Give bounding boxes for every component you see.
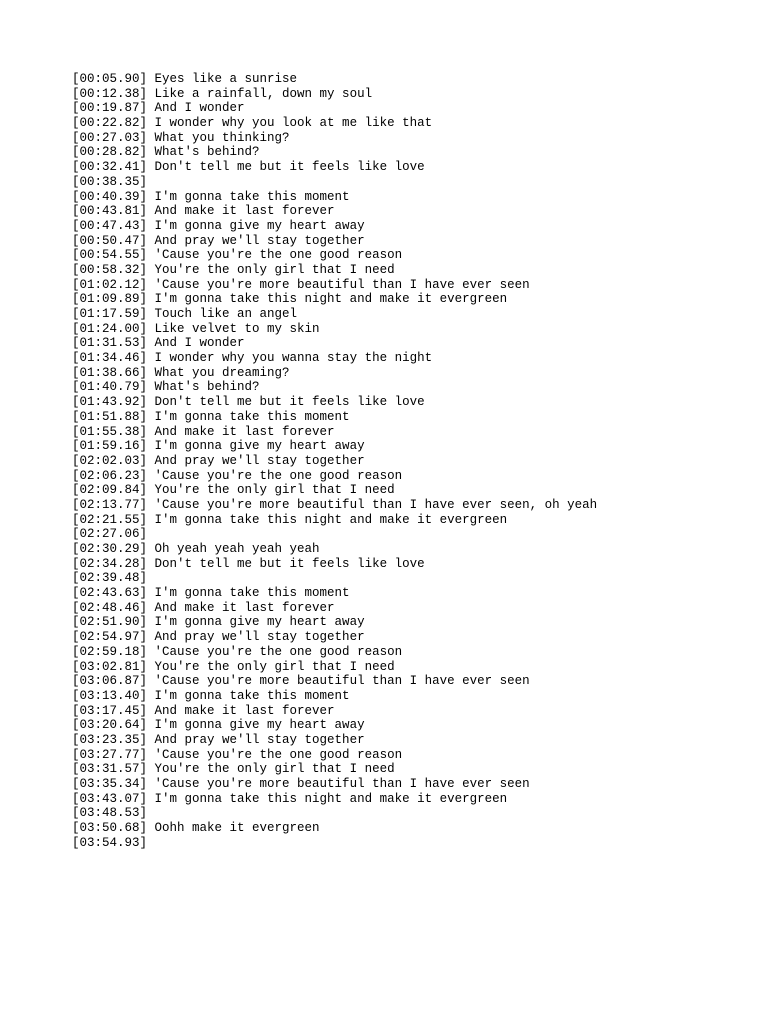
lyric-timestamp: [01:17.59]	[72, 307, 148, 321]
lyric-timestamp: [01:34.46]	[72, 351, 148, 366]
lyric-timestamp: [02:27.06]	[72, 527, 148, 542]
lyric-line	[72, 513, 752, 528]
lyric-timestamp: [03:20.64]	[72, 718, 148, 733]
lyric-timestamp: [03:17.45]	[72, 703, 148, 718]
lyric-line	[72, 336, 752, 351]
lyric-line	[72, 454, 752, 469]
lyric-timestamp: [03:06.87]	[72, 674, 148, 689]
lyric-timestamp: [01:59.16]	[72, 439, 148, 454]
lyric-text: And pray we'll stay together	[154, 732, 365, 747]
lyric-line	[72, 836, 752, 851]
lyric-line	[72, 307, 752, 322]
lyric-line	[72, 821, 752, 836]
lyric-timestamp: [03:23.35]	[72, 732, 148, 747]
lyric-line	[72, 571, 752, 586]
lyric-timestamp: [02:09.84]	[72, 483, 148, 498]
lyric-timestamp: [00:32.41]	[72, 160, 148, 175]
lyrics-document	[72, 72, 752, 850]
lyric-text: I'm gonna take this moment	[154, 688, 350, 703]
lyric-text: 'Cause you're more beautiful than I have ever seen	[154, 777, 530, 791]
lyric-timestamp: [02:06.23]	[72, 468, 148, 483]
lyric-timestamp: [03:02.81]	[72, 659, 148, 674]
lyric-text: I'm gonna take this moment	[154, 189, 350, 204]
lyric-line	[72, 557, 752, 572]
lyric-timestamp: [03:54.93]	[72, 835, 148, 850]
lyric-line	[72, 748, 752, 763]
lyric-line	[72, 145, 752, 160]
lyric-text: I'm gonna take this moment	[154, 586, 350, 601]
lyric-timestamp: [02:34.28]	[72, 556, 148, 571]
lyric-line	[72, 689, 752, 704]
lyric-text: And pray we'll stay together	[154, 453, 365, 468]
lyric-line	[72, 777, 752, 792]
lyric-line	[72, 704, 752, 719]
lyric-text: 'Cause you're more beautiful than I have ever seen	[154, 277, 530, 292]
lyric-line	[72, 116, 752, 131]
lyric-timestamp: [03:35.34]	[72, 777, 148, 791]
lyric-text: And make it last forever	[154, 600, 335, 615]
lyric-text: What's behind?	[154, 380, 260, 395]
lyric-line	[72, 792, 752, 807]
lyric-text: Touch like an angel	[154, 307, 298, 321]
lyric-text: I'm gonna take this night and make it evergreen	[154, 512, 508, 527]
lyric-line	[72, 762, 752, 777]
lyric-text: Don't tell me but it feels like love	[154, 395, 425, 410]
lyric-text: 'Cause you're the one good reason	[154, 468, 403, 483]
lyric-text: I wonder why you wanna stay the night	[154, 351, 433, 366]
lyric-line	[72, 204, 752, 219]
lyric-text: 'Cause you're the one good reason	[154, 644, 403, 659]
lyric-line	[72, 87, 752, 102]
lyric-timestamp: [03:50.68]	[72, 821, 148, 836]
lyric-line	[72, 718, 752, 733]
lyric-timestamp: [00:47.43]	[72, 218, 148, 233]
lyric-line	[72, 395, 752, 410]
lyric-line	[72, 101, 752, 116]
lyric-text: I'm gonna give my heart away	[154, 615, 365, 630]
lyric-line	[72, 380, 752, 395]
lyric-timestamp: [01:40.79]	[72, 380, 148, 395]
lyric-timestamp: [00:38.35]	[72, 174, 148, 189]
lyric-timestamp: [00:40.39]	[72, 189, 148, 204]
lyric-timestamp: [02:13.77]	[72, 497, 148, 512]
lyric-text: And I wonder	[154, 336, 245, 351]
lyric-timestamp: [02:43.63]	[72, 586, 148, 601]
lyric-text: And I wonder	[154, 101, 245, 116]
lyric-line	[72, 615, 752, 630]
lyric-line	[72, 410, 752, 425]
lyric-timestamp: [02:51.90]	[72, 615, 148, 630]
lyric-timestamp: [00:50.47]	[72, 233, 148, 248]
lyric-timestamp: [00:27.03]	[72, 130, 148, 145]
lyric-text: I'm gonna give my heart away	[154, 218, 365, 233]
lyric-timestamp: [00:28.82]	[72, 145, 148, 160]
lyric-timestamp: [02:02.03]	[72, 453, 148, 468]
lyric-text: 'Cause you're the one good reason	[154, 248, 403, 263]
lyric-line	[72, 660, 752, 675]
lyric-timestamp: [02:54.97]	[72, 630, 148, 645]
lyric-timestamp: [01:51.88]	[72, 409, 148, 424]
lyric-line	[72, 263, 752, 278]
lyric-text: You're the only girl that I need	[154, 762, 395, 777]
lyric-text: Don't tell me but it feels like love	[154, 160, 425, 175]
lyric-text: And pray we'll stay together	[154, 630, 365, 645]
lyric-timestamp: [00:58.32]	[72, 262, 148, 277]
lyric-timestamp: [00:22.82]	[72, 116, 148, 131]
lyric-timestamp: [00:19.87]	[72, 101, 148, 116]
lyric-text: You're the only girl that I need	[154, 262, 395, 277]
lyric-line	[72, 160, 752, 175]
lyric-text: I'm gonna take this night and make it evergreen	[154, 292, 508, 307]
lyric-timestamp: [02:59.18]	[72, 644, 148, 659]
lyric-timestamp: [00:43.81]	[72, 204, 148, 219]
lyric-text: You're the only girl that I need	[154, 659, 395, 674]
lyric-timestamp: [01:55.38]	[72, 424, 148, 439]
lyric-line	[72, 351, 752, 366]
lyric-line	[72, 131, 752, 146]
lyric-line	[72, 527, 752, 542]
lyric-timestamp: [03:48.53]	[72, 806, 148, 821]
lyric-line	[72, 674, 752, 689]
lyric-timestamp: [01:31.53]	[72, 336, 148, 351]
lyric-line	[72, 292, 752, 307]
lyric-line	[72, 483, 752, 498]
lyric-text: And make it last forever	[154, 424, 335, 439]
lyric-text: Like a rainfall, down my soul	[154, 86, 373, 101]
lyric-timestamp: [01:09.89]	[72, 292, 148, 307]
lyric-timestamp: [03:43.07]	[72, 791, 148, 806]
lyric-text: I wonder why you look at me like that	[154, 116, 433, 131]
lyric-text: I'm gonna take this night and make it evergreen	[154, 791, 508, 806]
lyric-line	[72, 601, 752, 616]
lyric-text: I'm gonna give my heart away	[154, 439, 365, 454]
lyric-timestamp: [02:21.55]	[72, 512, 148, 527]
lyric-timestamp: [03:27.77]	[72, 747, 148, 762]
lyric-line	[72, 234, 752, 249]
lyric-line	[72, 322, 752, 337]
lyric-text: Eyes like a sunrise	[154, 72, 298, 86]
lyric-timestamp: [03:31.57]	[72, 762, 148, 777]
lyric-line	[72, 630, 752, 645]
lyric-timestamp: [02:48.46]	[72, 600, 148, 615]
lyric-line	[72, 586, 752, 601]
lyric-line	[72, 219, 752, 234]
lyric-line	[72, 175, 752, 190]
lyric-text: And pray we'll stay together	[154, 233, 365, 248]
lyric-timestamp: [02:30.29]	[72, 542, 148, 556]
lyric-line	[72, 542, 752, 557]
lyric-timestamp: [01:24.00]	[72, 321, 148, 336]
lyric-line	[72, 425, 752, 440]
lyric-text: 'Cause you're the one good reason	[154, 747, 403, 762]
lyric-line	[72, 72, 752, 87]
lyric-text: What you thinking?	[154, 130, 290, 145]
lyric-timestamp: [00:05.90]	[72, 72, 148, 86]
lyric-text: You're the only girl that I need	[154, 483, 395, 498]
lyric-text: Oohh make it evergreen	[154, 821, 320, 836]
lyric-timestamp: [00:12.38]	[72, 86, 148, 101]
lyric-line	[72, 645, 752, 660]
lyric-text: Oh yeah yeah yeah yeah	[154, 542, 320, 556]
lyric-line	[72, 190, 752, 205]
lyric-line	[72, 248, 752, 263]
lyric-timestamp: [01:02.12]	[72, 277, 148, 292]
lyric-timestamp: [01:43.92]	[72, 395, 148, 410]
lyric-text: And make it last forever	[154, 703, 335, 718]
lyric-line	[72, 469, 752, 484]
lyric-text: What's behind?	[154, 145, 260, 160]
lyric-text: Like velvet to my skin	[154, 321, 320, 336]
lyric-timestamp: [02:39.48]	[72, 571, 148, 586]
lyric-line	[72, 733, 752, 748]
lyric-text: 'Cause you're more beautiful than I have ever seen	[154, 674, 530, 689]
lyric-line	[72, 278, 752, 293]
lyric-timestamp: [03:13.40]	[72, 688, 148, 703]
lyric-text: What you dreaming?	[154, 365, 290, 380]
lyric-timestamp: [00:54.55]	[72, 248, 148, 263]
lyric-line	[72, 806, 752, 821]
lyric-text: I'm gonna take this moment	[154, 409, 350, 424]
lyric-line	[72, 498, 752, 513]
lyric-text: Don't tell me but it feels like love	[154, 556, 425, 571]
lyric-timestamp: [01:38.66]	[72, 365, 148, 380]
lyric-text: I'm gonna give my heart away	[154, 718, 365, 733]
lyric-line	[72, 439, 752, 454]
lyric-line	[72, 366, 752, 381]
lyric-text: And make it last forever	[154, 204, 335, 219]
lyric-text: 'Cause you're more beautiful than I have ever seen, oh yeah	[154, 497, 598, 512]
